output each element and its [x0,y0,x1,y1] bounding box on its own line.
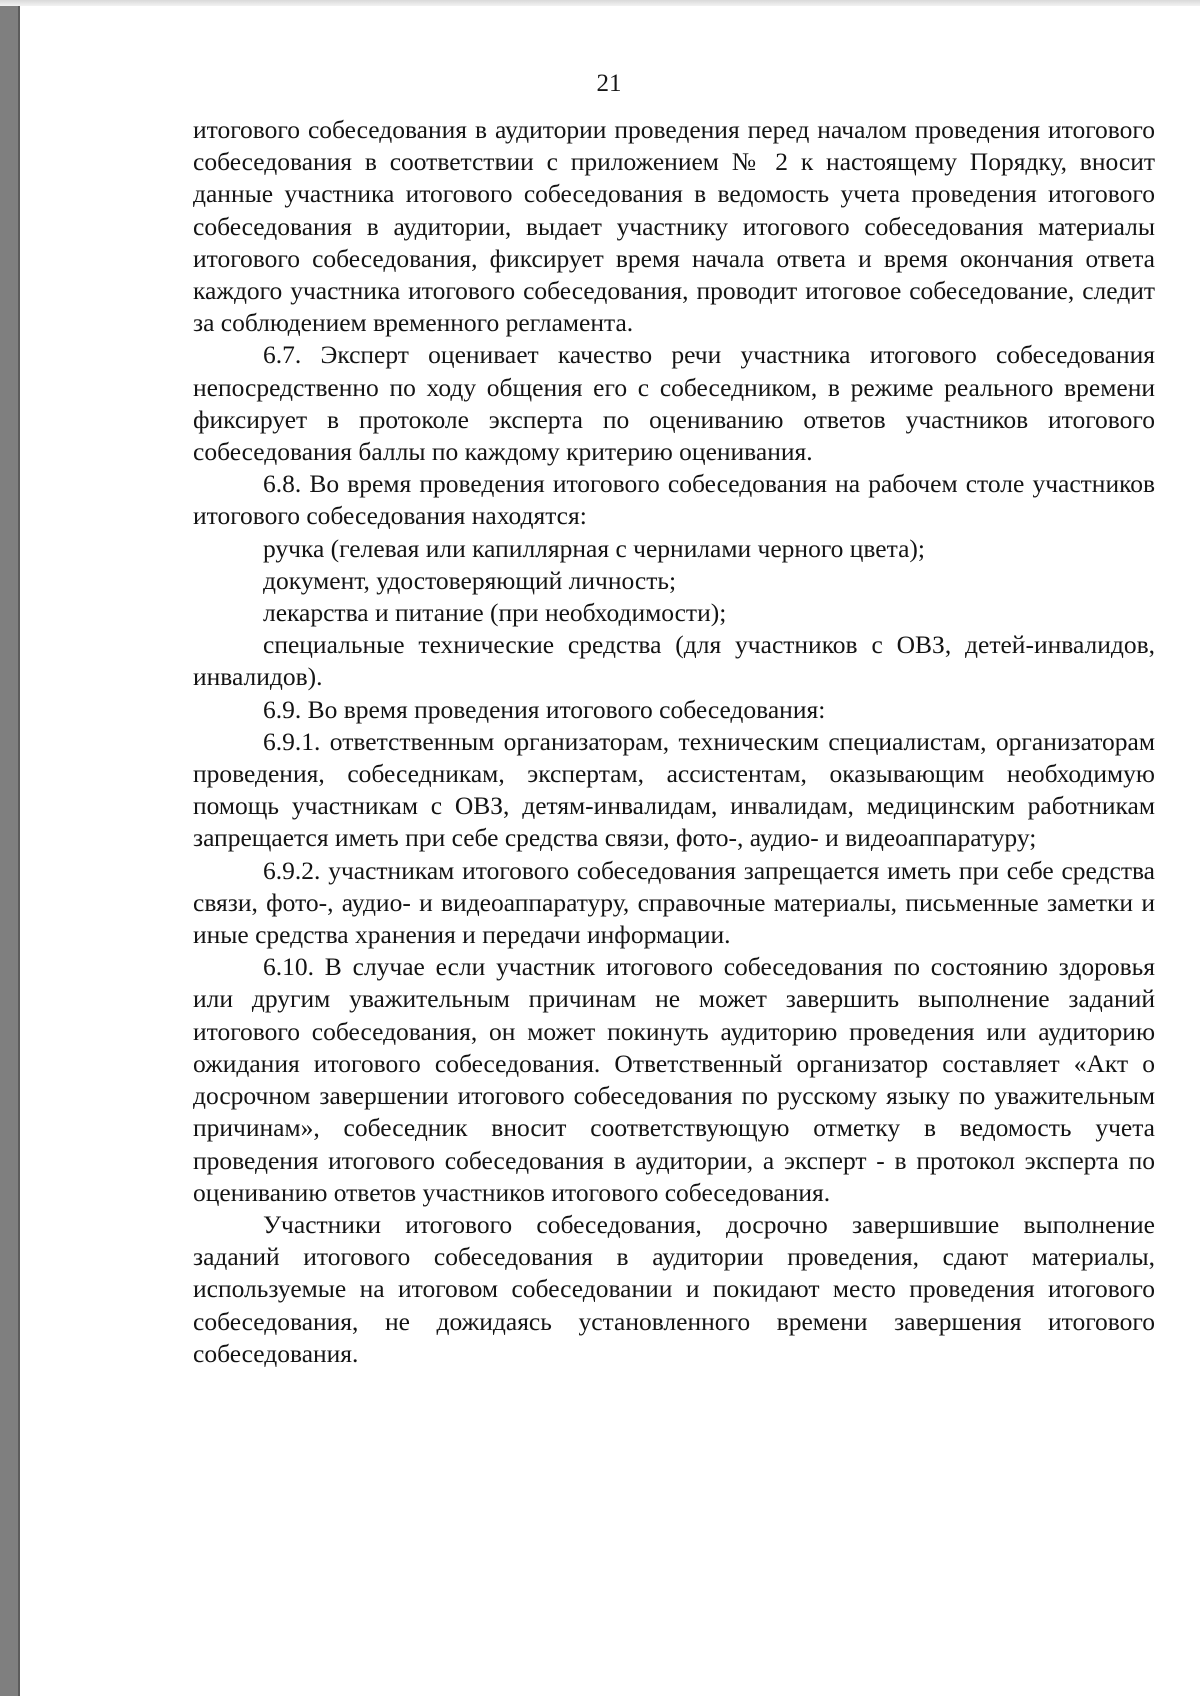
document-page [18,6,1200,1696]
list-item-pen: ручка (гелевая или капиллярная с чернилами черного цвета); [263,533,925,563]
paragraph-continuation: итогового собеседования в аудитории проведения перед началом проведения итогового собеседования в соответствии с приложением № 2 к настоящему Порядку, вносит данные участника итогового собеседования в ведомость учета проведения итогового собеседования в аудитории, выдает участнику итогового собеседования материалы итогового собеседования, фиксирует время начала ответа и время окончания ответа каждого участника итогового собеседования, проводит итоговое собеседование, следит за соблюдением временного регламента. [193,115,1155,338]
list-item-medicine: лекарства и питание (при необходимости); [263,598,727,628]
list-item-special-means: специальные технические средства (для участников с ОВЗ, детей-инвалидов, инвалидов). [193,630,1155,692]
paragraph-6-9-2: 6.9.2. участникам итогового собеседования запрещается иметь при себе средства связи, фото-, аудио- и видеоаппаратуру, справочные материалы, письменные заметки и иные средства хранения и передачи информации. [193,855,1155,950]
paragraph-6-8: 6.8. Во время проведения итогового собеседования на рабочем столе участников итогового собеседования находятся: [193,469,1155,531]
page-number: 21 [596,70,622,97]
paragraph-6-7: 6.7. Эксперт оценивает качество речи участника итогового собеседования непосредственно по ходу общения его с собеседником, в режиме реального времени фиксирует в протоколе эксперта по оцениванию ответов участников итогового собеседования баллы по каждому критерию оценивания. [193,340,1155,467]
paragraph-6-9: 6.9. Во время проведения итогового собеседования: [263,694,826,724]
list-item-id-document: документ, удостоверяющий личность; [263,565,677,595]
paragraph-6-9-1: 6.9.1. ответственным организаторам, техническим специалистам, организаторам проведения, собеседникам, экспертам, ассистентам, оказывающим необходимую помощь участникам с ОВЗ, детям-инвалидам, инвалидам, медицинским работникам запрещается иметь при себе средства связи, фото-, аудио- и видеоаппаратуру; [193,726,1155,853]
document-body [193,114,1155,1370]
paragraph-early-completion: Участники итогового собеседования, досрочно завершившие выполнение заданий итогового собеседования в аудитории проведения, сдают материалы, используемые на итоговом собеседовании и покидают место проведения итогового собеседования, не дожидаясь установленного времени завершения итогового собеседования. [193,1209,1155,1368]
paragraph-6-10: 6.10. В случае если участник итогового собеседования по состоянию здоровья или другим уважительным причинам не может завершить выполнение заданий итогового собеседования, он может покинуть аудиторию проведения или аудиторию ожидания итогового собеседования. Ответственный организатор составляет «Акт о досрочном завершении итогового собеседования по русскому языку по уважительным причинам», собеседник вносит соответствующую отметку в ведомость учета проведения итогового собеседования в аудитории, а эксперт - в протокол эксперта по оцениванию ответов участников итогового собеседования. [193,952,1155,1207]
